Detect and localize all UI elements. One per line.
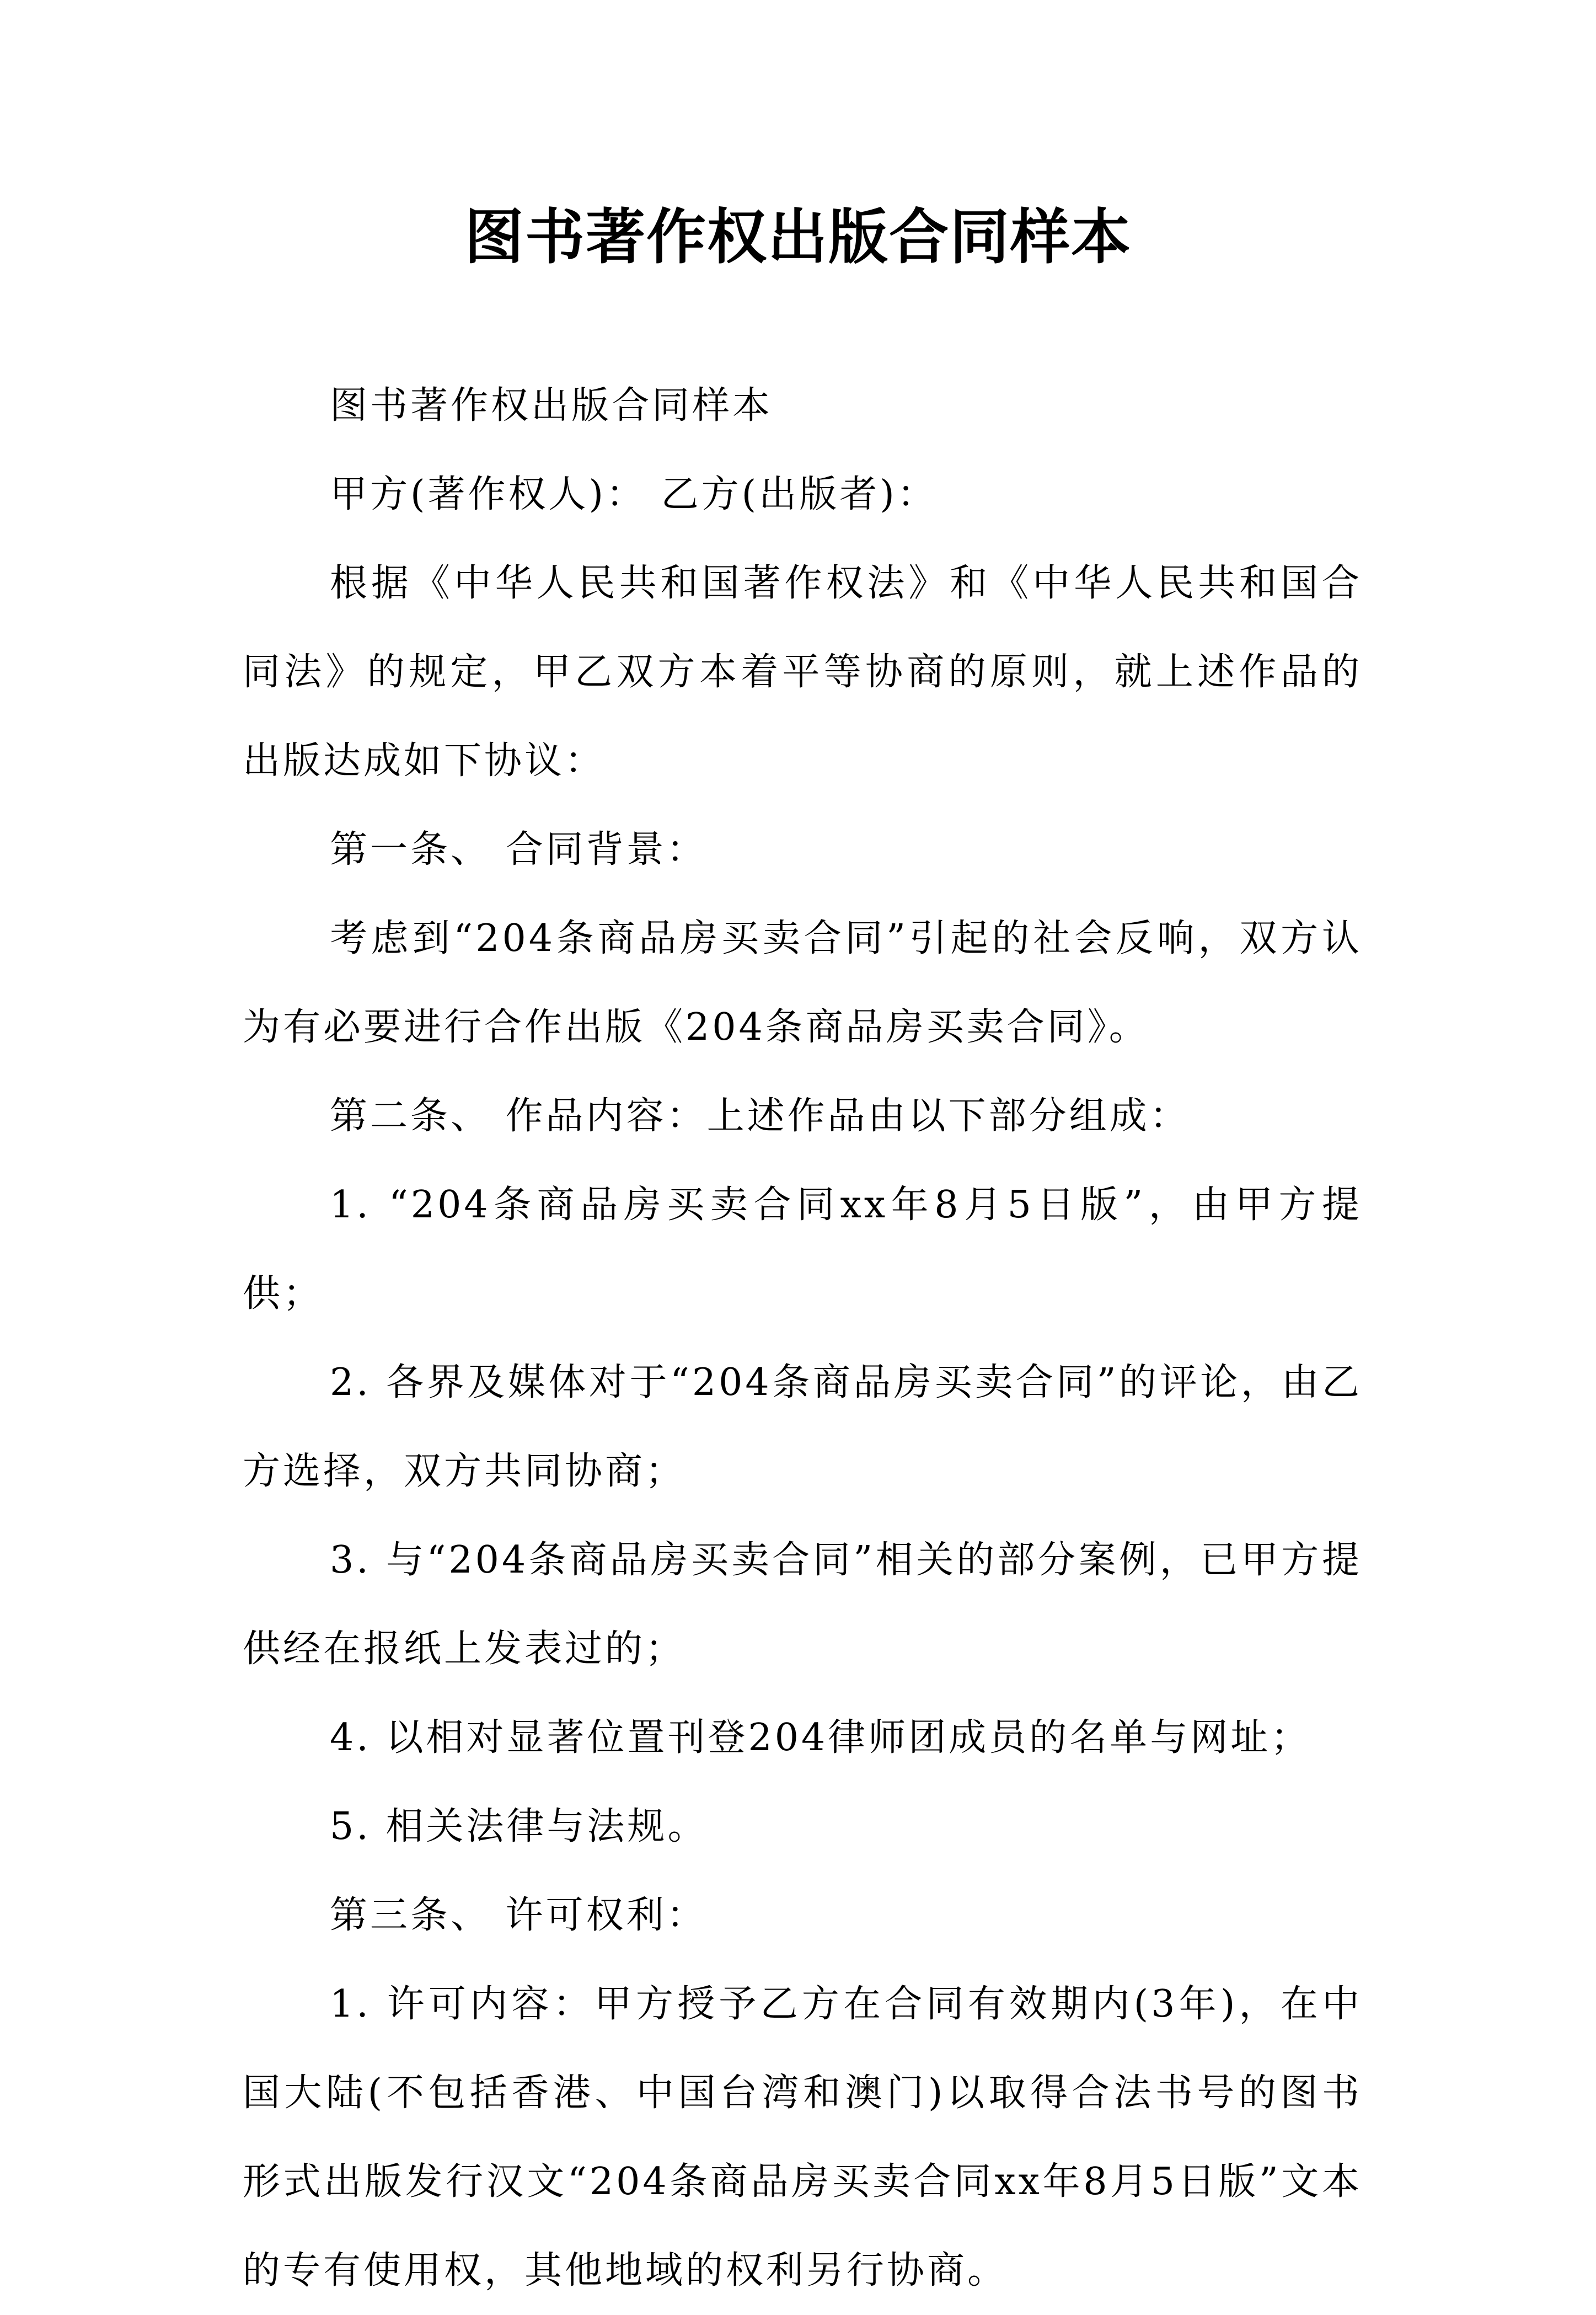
article-2-item-4: 4. 以相对显著位置刊登204律师团成员的名单与网址； (330, 1716, 1311, 1760)
paragraph-parties: 甲方(著作权人)： 乙方(出版者)： (330, 473, 938, 516)
article-1-heading: 第一条、 合同背景： (330, 828, 707, 872)
article-3-item-1: 1. 许可内容：甲方授予乙方在合同有效期内(3年)，在中国大陆(不包括香港、中国台湾和澳门)以取得合法书号的图书形式出版发行汉文“204条商品房买卖合同xx年8月5日版”文本的专有使用权，其他地域的权利另行协商。 (243, 1982, 1362, 2292)
paragraph-preamble: 根据《中华人民共和国著作权法》和《中华人民共和国合同法》的规定，甲乙双方本着平等协商的原则，就上述作品的出版达成如下协议： (243, 562, 1362, 783)
document-title: 图书著作权出版合同样本 (464, 202, 1132, 272)
article-2-item-5: 5. 相关法律与法规。 (330, 1805, 708, 1848)
article-3-heading: 第三条、 许可权利： (330, 1894, 707, 1937)
article-2-item-2: 2. 各界及媒体对于“204条商品房买卖合同”的评论，由乙方选择，双方共同协商； (243, 1361, 1362, 1493)
article-2-heading: 第二条、 作品内容：上述作品由以下部分组成： (330, 1094, 1190, 1138)
paragraph-heading: 图书著作权出版合同样本 (330, 384, 773, 427)
article-2-item-1: 1. “204条商品房买卖合同xx年8月5日版”，由甲方提供； (243, 1183, 1362, 1316)
article-1-text: 考虑到“204条商品房买卖合同”引起的社会反响，双方认为有必要进行合作出版《204条商品房买卖合同》。 (243, 917, 1362, 1049)
document-body (243, 361, 1362, 2315)
article-2-item-3: 3. 与“204条商品房买卖合同”相关的部分案例，已甲方提供经在报纸上发表过的； (243, 1538, 1362, 1671)
